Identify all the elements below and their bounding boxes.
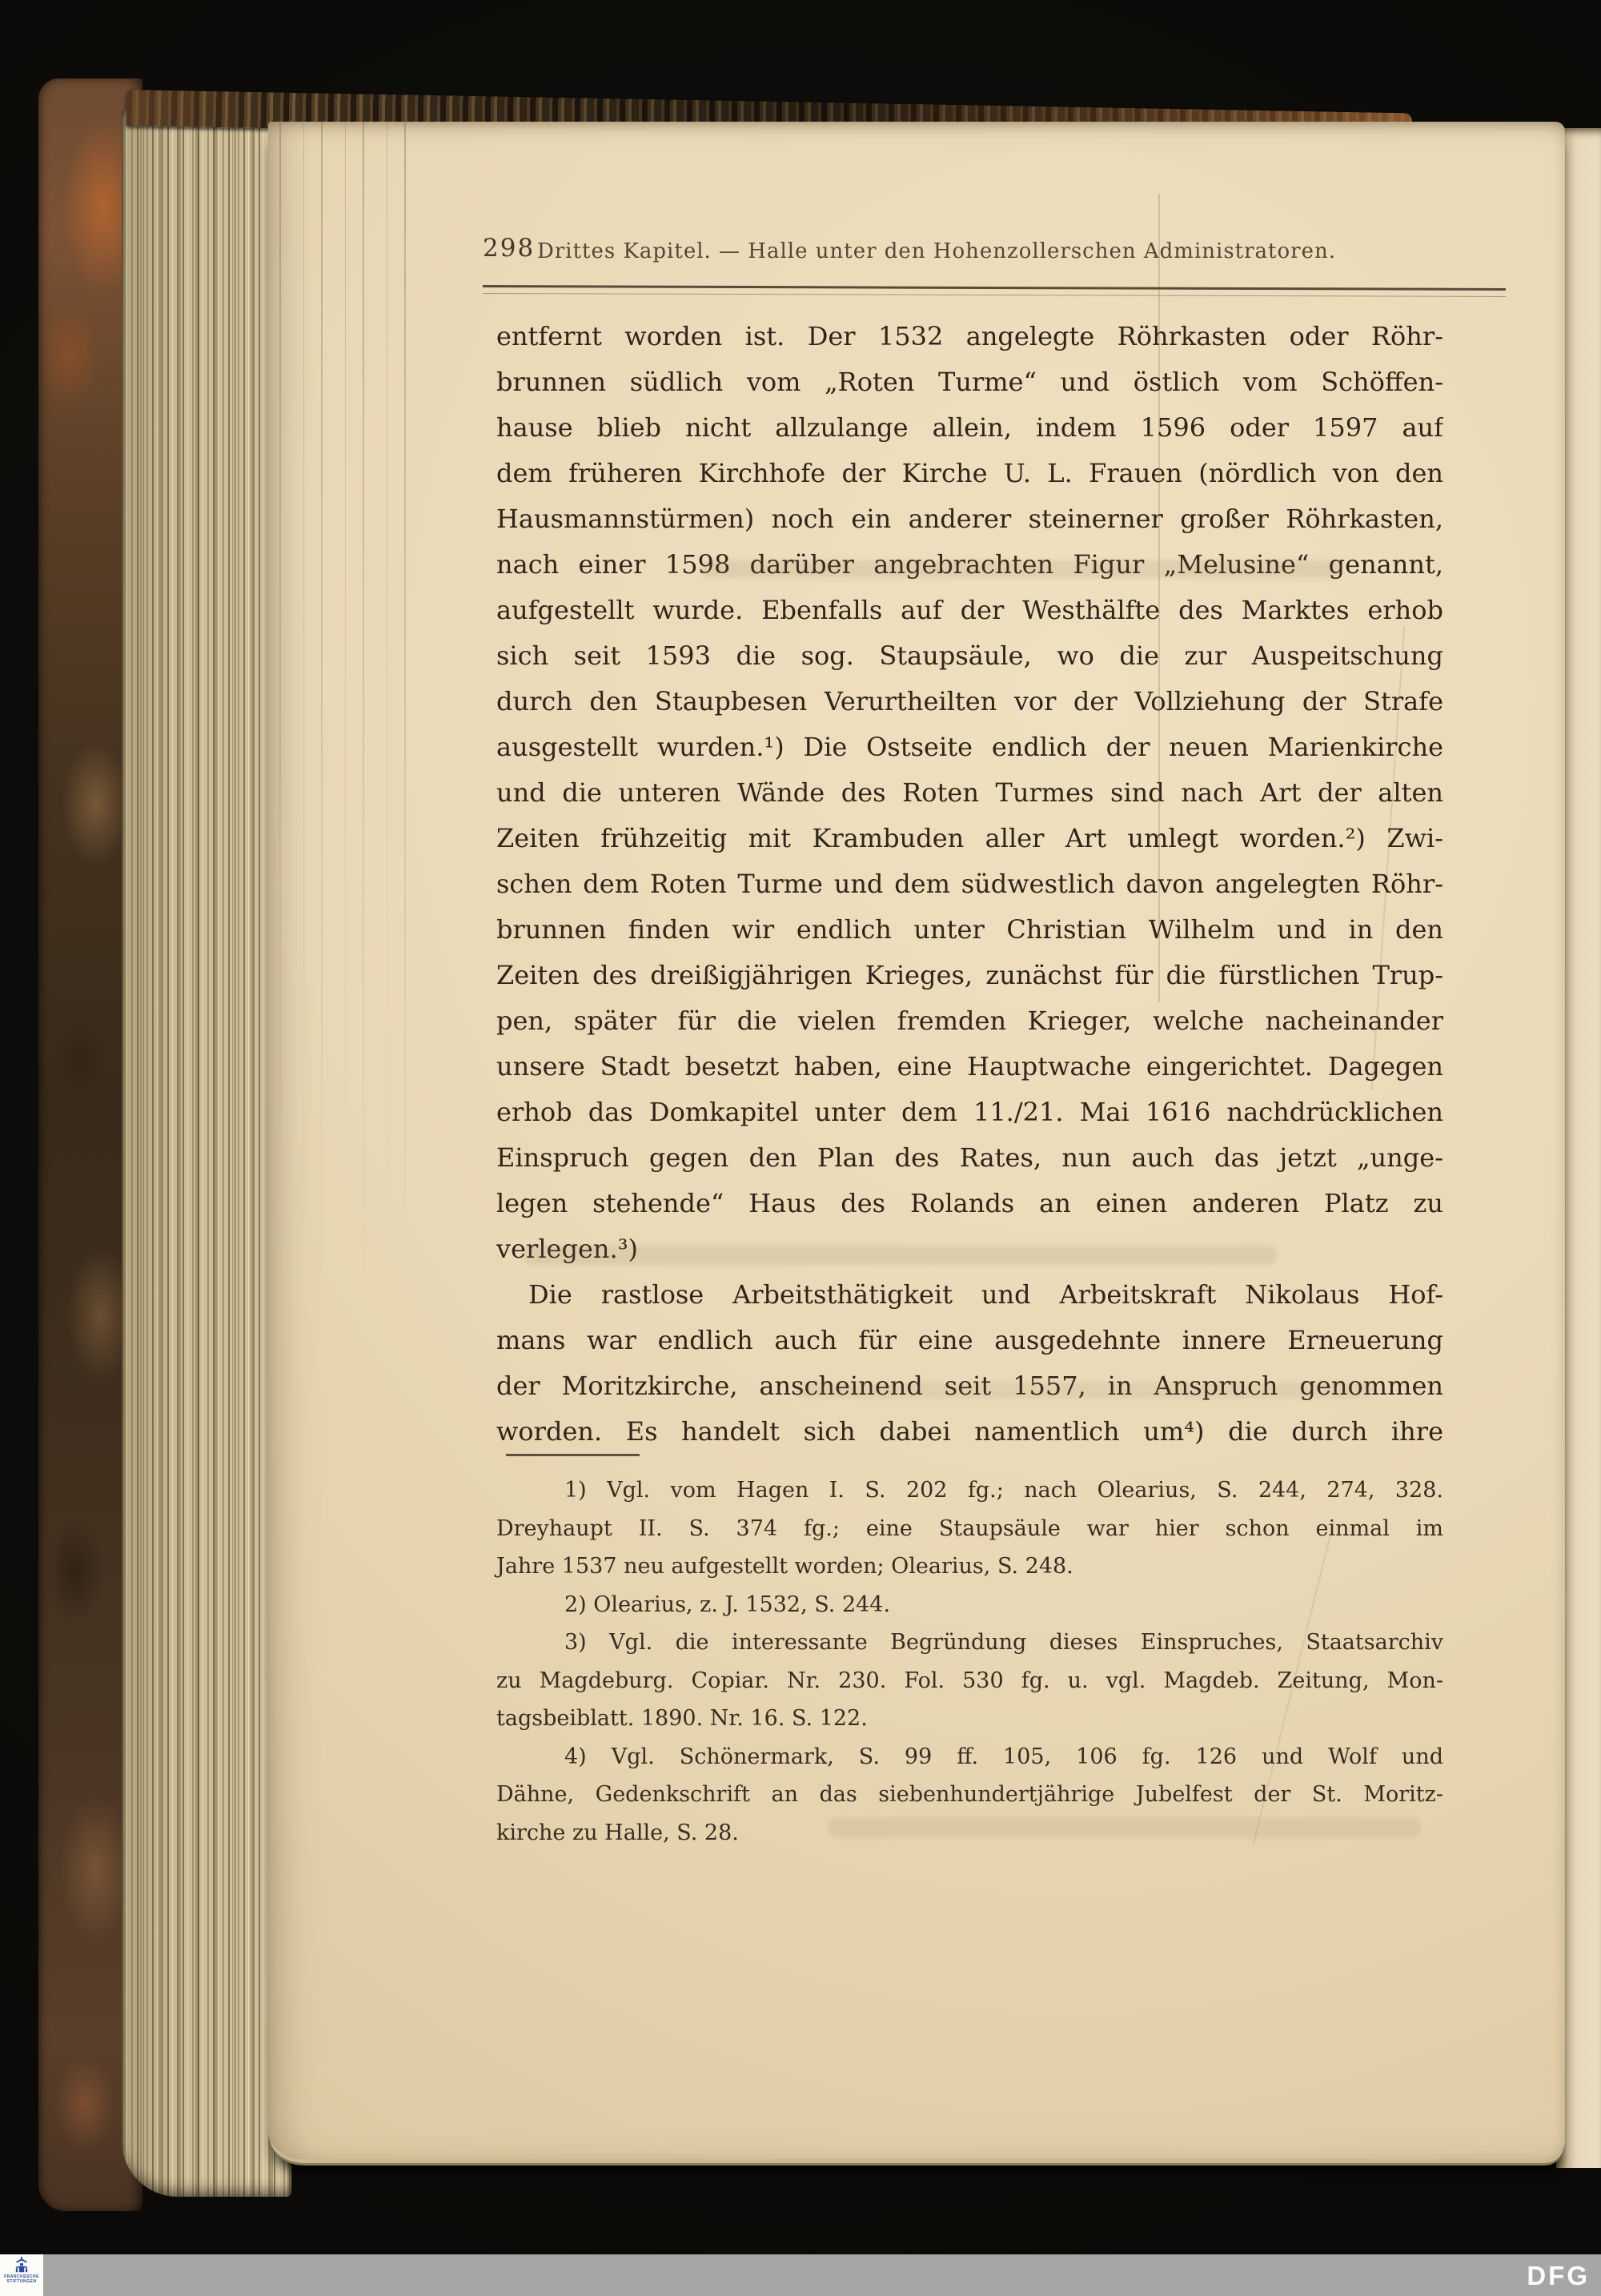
text-line: Zeiten des dreißigjährigen Krieges, zunächst für die fürstlichen Trup-	[496, 960, 1443, 990]
text-line: legen stehende“ Haus des Rolands an einen anderen Platz zu	[496, 1188, 1443, 1218]
text-line: dem früheren Kirchhofe der Kirche U. L. Frauen (nördlich von den	[496, 458, 1443, 488]
text-line: nach einer 1598 darüber angebrachten Figur „Melusine“ genannt,	[496, 549, 1443, 580]
text-line: der Moritzkirche, anscheinend seit 1557, in Anspruch genommen	[496, 1371, 1443, 1401]
footnote-separator	[506, 1454, 640, 1456]
text-line: Die rastlose Arbeitsthätigkeit und Arbeitskraft Nikolaus Hof-	[528, 1279, 1443, 1310]
text-line: Zeiten frühzeitig mit Krambuden aller Art umlegt worden.²) Zwi-	[496, 823, 1443, 853]
text-line: Dreyhaupt II. S. 374 fg.; eine Staupsäule war hier schon einmal im	[496, 1515, 1443, 1541]
franckesche-stiftungen-icon	[13, 2257, 30, 2274]
text-line: brunnen finden wir endlich unter Christian Wilhelm und in den	[496, 914, 1443, 945]
text-line: aufgestellt wurde. Ebenfalls auf der Westhälfte des Marktes erhob	[496, 595, 1443, 625]
text-line: und die unteren Wände des Roten Turmes sind nach Art der alten	[496, 777, 1443, 808]
franckesche-stiftungen-stamp	[0, 2254, 43, 2296]
page-number: 298	[483, 234, 536, 263]
text-line: mans war endlich auch für eine ausgedehnte innere Erneuerung	[496, 1325, 1443, 1355]
text-line: entfernt worden ist. Der 1532 angelegte Röhrkasten oder Röhr-	[496, 321, 1443, 351]
text-line: verlegen.³)	[496, 1234, 638, 1264]
running-title: Drittes Kapitel. — Halle unter den Hohenzollerschen Administratoren.	[537, 239, 1336, 263]
dfg-logo: DFG	[1527, 2261, 1590, 2290]
viewer-footer-bar	[0, 2254, 1601, 2296]
text-line: ausgestellt wurden.¹) Die Ostseite endlich der neuen Marienkirche	[496, 732, 1443, 762]
footnotes	[496, 1471, 1443, 1852]
text-line: pen, später für die vielen fremden Krieger, welche nacheinander	[496, 1006, 1443, 1036]
ink-show-through	[796, 1383, 1373, 1399]
page-crease	[1158, 194, 1160, 1002]
text-line: erhob das Domkapitel unter dem 11./21. Mai 1616 nachdrücklichen	[496, 1097, 1443, 1127]
ink-show-through	[524, 1246, 1277, 1265]
text-line: Jahre 1537 neu aufgestellt worden; Olearius, S. 248.	[496, 1554, 1073, 1579]
body-text	[496, 314, 1443, 1455]
text-line: tagsbeiblatt. 1890. Nr. 16. S. 122.	[496, 1706, 868, 1731]
ink-show-through	[829, 1817, 1421, 1838]
text-line: 1) Vgl. vom Hagen I. S. 202 fg.; nach Olearius, S. 244, 274, 328.	[564, 1478, 1443, 1503]
page-stack-fore-edges	[122, 106, 291, 2197]
text-line: schen dem Roten Turme und dem südwestlich davon angelegten Röhr-	[496, 869, 1443, 899]
stamp-text-line2: STIFTUNGEN	[6, 2279, 37, 2284]
text-line: 2) Olearius, z. J. 1532, S. 244.	[564, 1592, 891, 1617]
text-line: Dähne, Gedenkschrift an das siebenhundertjährige Jubelfest der St. Moritz-	[496, 1782, 1443, 1807]
text-line: Einspruch gegen den Plan des Rates, nun auch das jetzt „unge-	[496, 1142, 1443, 1173]
text-line: zu Magdeburg. Copiar. Nr. 230. Fol. 530 fg. u. vgl. Magdeb. Zeitung, Mon-	[496, 1668, 1443, 1693]
text-line: sich seit 1593 die sog. Staupsäule, wo die zur Auspeitschung	[496, 640, 1443, 671]
text-line: brunnen südlich vom „Roten Turme“ und östlich vom Schöffen-	[496, 367, 1443, 397]
text-line: Hausmannstürmen) noch ein anderer steinerner großer Röhrkasten,	[496, 504, 1443, 534]
text-line: durch den Staupbesen Verurtheilten vor der Vollziehung der Strafe	[496, 686, 1443, 716]
text-line: unsere Stadt besetzt haben, eine Hauptwache eingerichtet. Dagegen	[496, 1051, 1443, 1082]
text-line: hause blieb nicht allzulange allein, indem 1596 oder 1597 auf	[496, 412, 1443, 443]
text-line: worden. Es handelt sich dabei namentlich um⁴) die durch ihre	[496, 1416, 1443, 1447]
ink-show-through	[700, 560, 1341, 578]
text-line: kirche zu Halle, S. 28.	[496, 1820, 739, 1845]
text-line: 3) Vgl. die interessante Begründung dieses Einspruches, Staatsarchiv	[564, 1630, 1443, 1655]
page-edge-lines	[279, 122, 407, 1403]
text-line: 4) Vgl. Schönermark, S. 99 ff. 105, 106 fg. 126 und Wolf und	[564, 1744, 1443, 1769]
stamp-text-line1: FRANCKESCHE	[4, 2274, 39, 2279]
header-rule	[483, 285, 1506, 297]
book-page	[268, 122, 1565, 2159]
